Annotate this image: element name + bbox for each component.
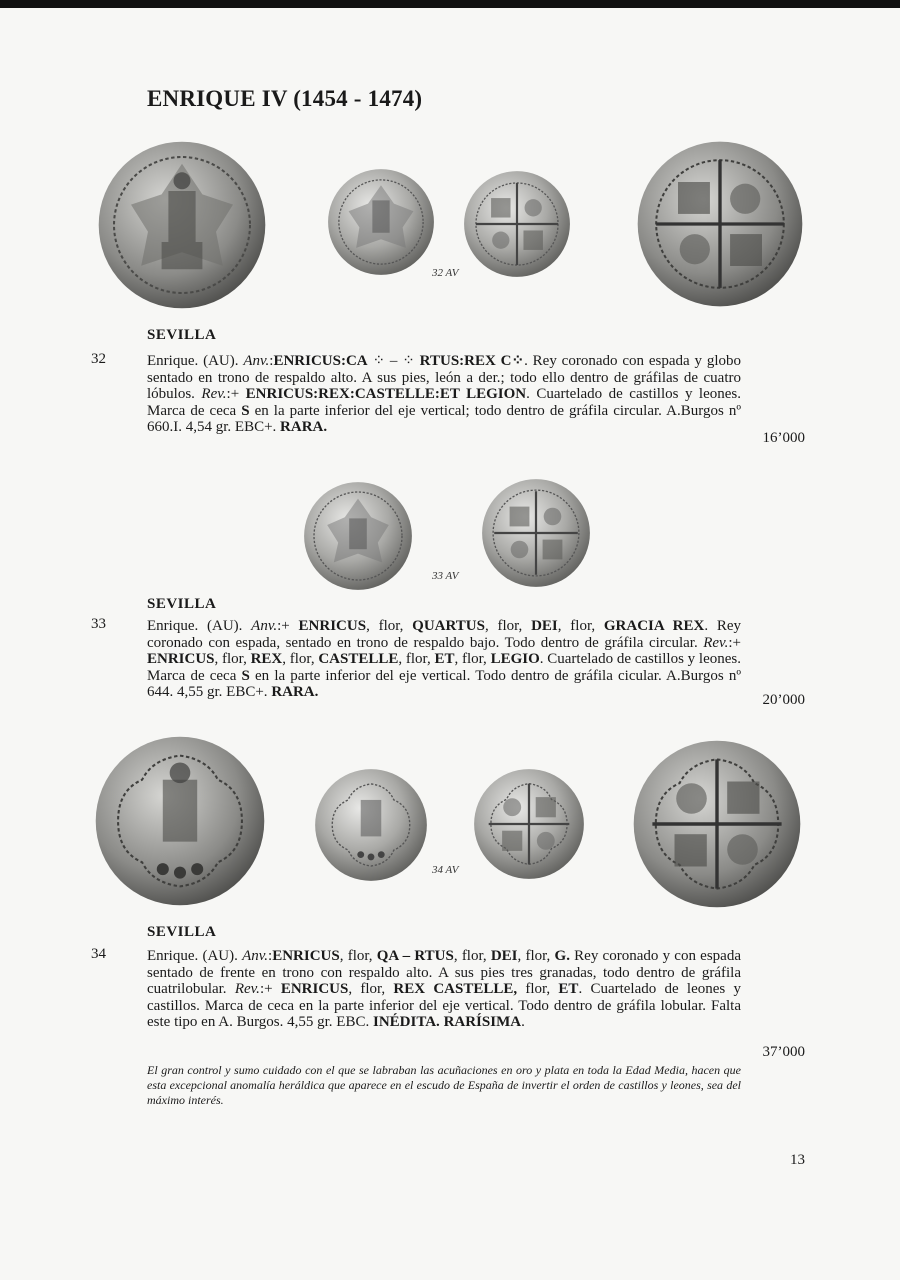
coin-32-obverse-enlarged bbox=[96, 140, 268, 310]
coin-ref-34: 34 AV bbox=[432, 864, 459, 876]
coin-ref-33: 33 AV bbox=[432, 570, 459, 582]
lot-description-34: Enrique. (AU). Anv.:ENRICUS, flor, QA – RTUS, flor, DEI, flor, G. Rey coronado y con espada sentado de frente en trono con respaldo alto. A sus pies tres granadas, todo dentro de gráfila cuatrilobular. Rev.:+ ENRICUS, flor, REX CASTELLE, flor, ET. Cuartelado de leones y castillos. Marca de ceca en la parte inferior del eje vertical. Todo dentro de gráfila lobular. Falta este tipo en A. Burgos. 4,55 gr. EBC. INÉDITA. RARÍSIMA. bbox=[147, 948, 741, 1030]
lot-description-32: Enrique. (AU). Anv.:ENRICUS:CA ⁘ – ⁘ RTUS:REX C⁘. Rey coronado con espada y globo sentado en trono de respaldo alto. A sus pies, león a der.; todo ello dentro de gráfilas de cuatro lóbulos. Rev.:+ ENRICUS:REX:CASTELLE:ET LEGION. Cuartelado de castillos y leones. Marca de ceca S en la parte inferior del eje vertical; todo dentro de gráfila circular. A.Burgos nº 660.I. 4,54 gr. EBC+. RARA. bbox=[147, 353, 741, 435]
coin-34-reverse-enlarged bbox=[632, 738, 802, 910]
lot-price-34: 37’000 bbox=[762, 1044, 805, 1060]
coin-33-reverse bbox=[479, 478, 593, 588]
top-border bbox=[0, 0, 900, 8]
lot-number-33: 33 bbox=[91, 616, 106, 632]
page-title: ENRIQUE IV (1454 - 1474) bbox=[147, 86, 423, 111]
coin-33-obverse bbox=[300, 481, 416, 591]
page-number: 13 bbox=[790, 1152, 805, 1168]
coin-32-reverse bbox=[463, 170, 571, 278]
coin-34-obverse-enlarged bbox=[90, 735, 270, 907]
mint-heading-34: SEVILLA bbox=[147, 924, 217, 940]
coin-ref-32: 32 AV bbox=[432, 267, 459, 279]
coin-34-obverse bbox=[312, 768, 430, 882]
coin-32-reverse-enlarged bbox=[636, 138, 804, 310]
lot-number-32: 32 bbox=[91, 351, 106, 367]
mint-heading-33: SEVILLA bbox=[147, 596, 217, 612]
lot-number-34: 34 bbox=[91, 946, 106, 962]
coin-34-reverse bbox=[470, 768, 588, 880]
mint-heading-32: SEVILLA bbox=[147, 327, 217, 343]
coin-32-obverse bbox=[327, 168, 435, 276]
lot-note-34: El gran control y sumo cuidado con el que se labraban las acuñaciones en oro y plata en toda la Edad Media, hacen que esta excepcional anomalía heráldica que aparece en el escudo de España de invertir el orden de castillos y leones, sea del máximo interés. bbox=[147, 1063, 741, 1107]
lot-price-32: 16’000 bbox=[762, 430, 805, 446]
lot-description-33: Enrique. (AU). Anv.:+ ENRICUS, flor, QUARTUS, flor, DEI, flor, GRACIA REX. Rey coronado con espada, sentado en trono de respaldo bajo. Todo dentro de gráfila circular. Rev.:+ ENRICUS, flor, REX, flor, CASTELLE, flor, ET, flor, LEGIO. Cuartelado de castillos y leones. Marca de ceca S en la parte inferior del eje vertical. Todo dentro de gráfila cicular. A.Burgos nº 644. 4,55 gr. EBC+. RARA. bbox=[147, 618, 741, 700]
lot-price-33: 20’000 bbox=[762, 692, 805, 708]
